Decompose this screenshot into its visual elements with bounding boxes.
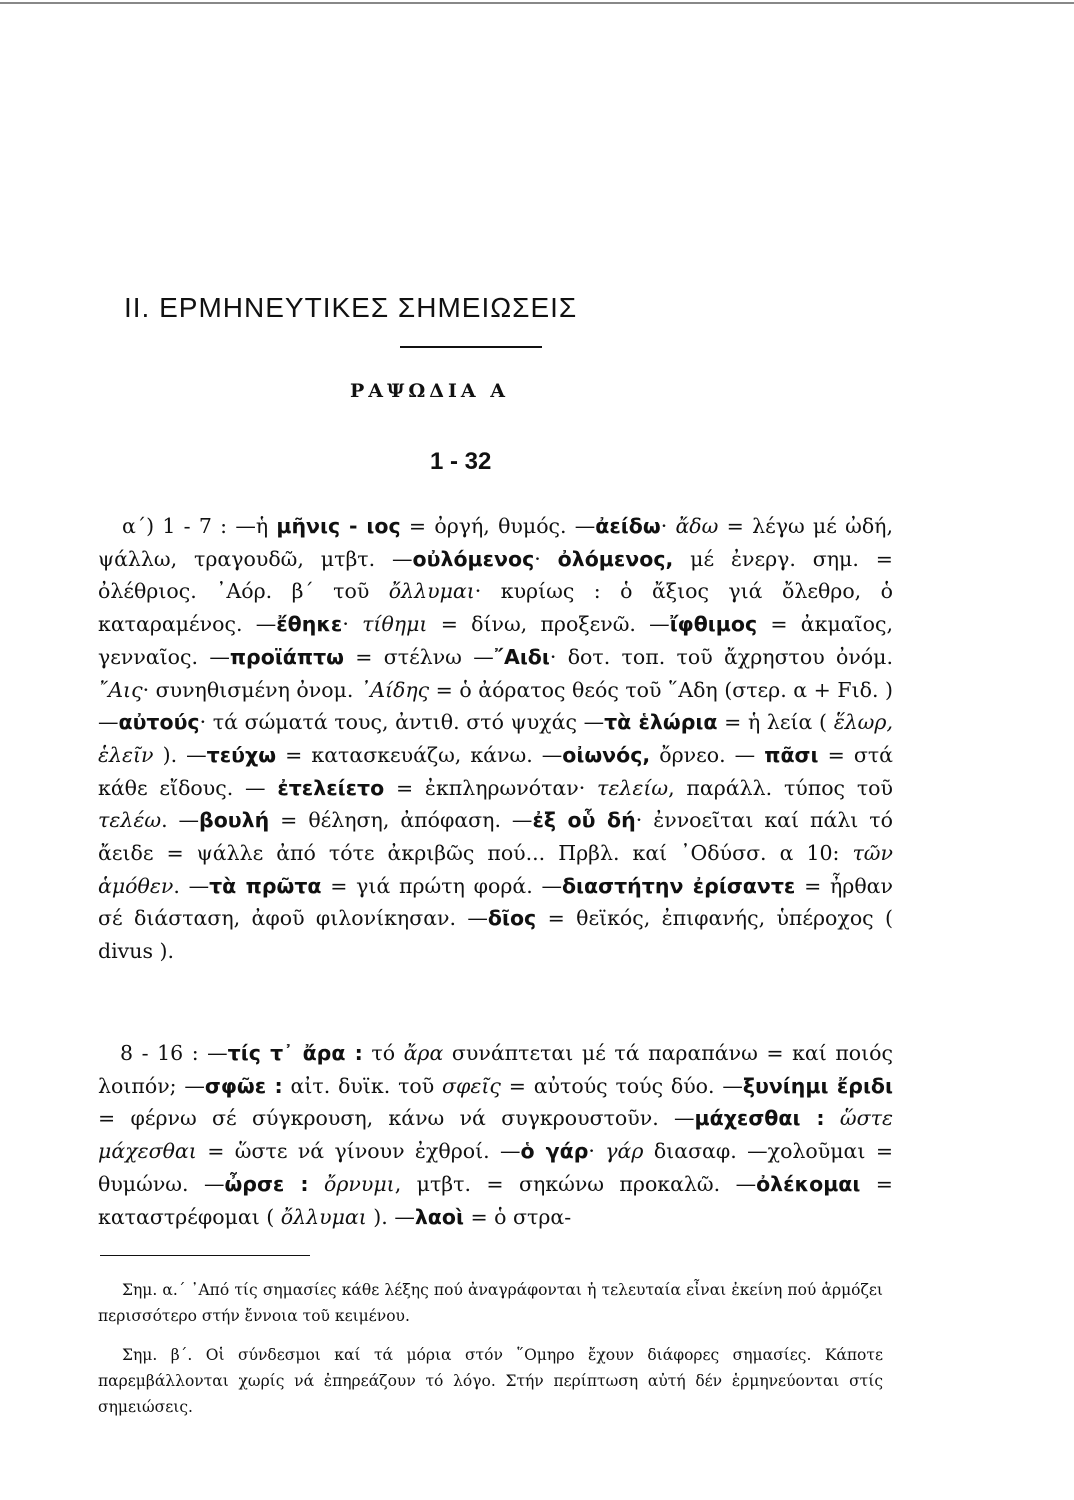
gloss-text: α΄) 1 - 7 : —ἡ [122,514,277,538]
cited-form: τελείω [597,775,669,800]
cited-form: τίθημι [362,612,428,637]
gloss-text: = γιά πρώτη φορά. — [321,873,562,898]
commentary-paragraph-1-7 [98,510,893,968]
gloss-text: = στέλνω — [344,644,494,669]
gloss-text: = δίνω, προξενῶ. — [427,612,670,637]
verse-range-heading: 1 - 32 [430,448,492,475]
gloss-text: · τά σώματά τους, ἀντιθ. στό ψυχάς — [199,710,605,735]
gloss-text: αἰτ. δυϊκ. τοῦ [282,1073,443,1098]
gloss-text: ). — [366,1204,415,1229]
cited-form: ὥστε μάχεσθαι [98,1106,893,1164]
headword: ῎Αιδι [493,644,550,669]
gloss-text [825,1106,840,1130]
gloss-text: μέ ἐνεργ. σημ. = ὀλέθριος. ᾿Αόρ. β΄ τοῦ [98,546,893,604]
gloss-text [309,1172,324,1196]
gloss-text: = θέληση, ἀπόφαση. — [269,808,533,833]
gloss-text: · δοτ. τοπ. τοῦ ἄχρηστου ὀνόμ. [549,644,893,669]
gloss-text: ). — [153,742,207,767]
headword: οἰωνός, [562,742,651,767]
headword: σφῶε : [204,1073,283,1098]
gloss-text: διασαφ. —χολοῦμαι = θυμώνω. — [98,1139,893,1196]
headword: μῆνις - ιος [276,514,401,538]
cited-form: γάρ [605,1139,644,1164]
gloss-text: = ἐκπληρωνόταν· [384,775,598,800]
gloss-text: = ὁ στρα- [463,1204,572,1229]
headword: μάχεσθαι : [694,1106,825,1131]
gloss-text: · συνηθισμένη ὀνομ. [142,677,360,702]
cited-form: ἄδω [675,514,719,538]
gloss-text: τό [362,1041,404,1065]
headword: ὀλέκομαι [756,1171,861,1196]
gloss-text: = ὥστε νά γίνουν ἐχθροί. — [196,1139,521,1164]
footnote-beta: Σημ. β΄. Οἱ σύνδεσμοι καί τά μόρια στόν ῞Ομηρο ἔχουν διάφορες σημασίες. Κάποτε παρεμβάλλονται χωρίς νά ἐπηρεάζουν τό λόγο. Στήν περίπτωση αὐτή δέν ἑρμηνεύονται στίς σημειώσεις. [98,1346,883,1416]
headword: αὐτούς [118,710,200,735]
gloss-text: = φέρνω σέ σύγκρουση, κάνω νά συγκρουστοῦν. — [98,1106,695,1131]
headword: ἐξ οὗ δή [532,808,636,833]
gloss-text: · [588,1139,606,1164]
headword: ὦρσε : [224,1171,309,1196]
headword: οὐλόμενος [412,546,535,571]
headword: ἴφθιμος [669,612,758,637]
cited-form: ἄρα [403,1041,444,1065]
gloss-text: = ἦρθαν σέ διάσταση, ἀφοῦ φιλονίκησαν. — [98,873,893,931]
commentary-paragraph-8-16 [98,1037,893,1233]
footnote-alpha: Σημ. α.΄ ᾿Από τίς σημασίες κάθε λέξης πού ἀναγράφονται ἡ τελευταία εἶναι ἐκείνη πού ἁρμόζει περισσότερο στήν ἔννοια τοῦ κειμένου. [98,1281,883,1325]
title-divider [400,346,542,348]
cited-form: τελέω [98,808,162,833]
gloss-text: · [534,546,558,571]
cited-form: τῶν ἁμόθεν [98,841,893,898]
cited-form: ἕλωρ, ἑλεῖν [98,710,893,767]
headword: πᾶσι [764,742,819,767]
gloss-text: · κυρίως : ὁ ἄξιος γιά ὄλεθρο, ὁ καταραμένος. — [98,579,893,637]
chapter-title: II. ΕΡΜΗΝΕΥΤΙΚΕΣ ΣΗΜΕΙΩΣΕΙΣ [124,292,578,323]
gloss-text: = κατασκευάζω, κάνω. — [276,742,563,767]
headword: λαοὶ [414,1204,464,1229]
cited-form: σφεῖς [442,1073,501,1098]
gloss-text: = ὁ ἀόρατος θεός τοῦ ῞Αδη (στερ. α + Fιδ. ) — [98,677,894,735]
cited-form: ῎Αις [98,677,143,702]
gloss-text: · ἐννοεῖται καί πάλι τό ἄειδε = ψάλλε ἀπό τότε ἀκριβῶς πού... Πρβλ. καί ᾿Οδύσσ. α 10: [98,808,893,866]
headword: ἐτελείετο [277,775,385,800]
gloss-text: · [660,514,676,538]
rhapsody-heading: ΡΑΨΩΔΙΑ Α [350,380,510,402]
headword: τίς τ᾿ ἄρα : [227,1041,363,1065]
gloss-text: ὄρνεο. — [650,742,765,767]
gloss-text: = λέγω μέ ὠδή, ψάλλω, τραγουδῶ, μτβτ. — [98,514,893,571]
gloss-text: συνάπτεται μέ τά παραπάνω = καί ποιός λοιπόν; — [98,1041,894,1098]
gloss-text: , παράλλ. τύπος τοῦ [668,775,893,800]
page-top-edge [0,2,1074,4]
gloss-text: 8 - 16 : — [120,1041,228,1065]
gloss-text: . — [161,808,200,833]
cited-form: ὄλλυμαι [280,1204,367,1229]
gloss-text: = στά κάθε εἴδους. — [98,742,894,800]
gloss-text: = αὐτούς τούς δύο. — [500,1073,743,1098]
gloss-text: , μτβτ. = σηκώνω προκαλῶ. — [394,1171,757,1196]
headword: ἀείδω [595,514,661,538]
gloss-text: · [342,612,363,637]
headword: ξυνίημι ἔριδι [742,1073,894,1098]
gloss-text: = καταστρέφομαι ( [98,1171,893,1229]
headword: τεύχω [206,742,277,767]
headword: δῖος [487,906,537,931]
cited-form: ᾿Αίδης [359,677,430,702]
headword: προϊάπτω [229,644,344,669]
gloss-text: = ἡ λεία ( [717,710,834,735]
headword: ὁ γάρ [520,1139,589,1164]
cited-form: ὄλλυμαι [388,579,475,604]
gloss-text: = θεϊκός, ἐπιφανής, ὑπέροχος ( divus ). [98,906,894,964]
cited-form: ὄρνυμι [324,1171,395,1196]
headword: τὰ ἑλώρια [604,710,718,735]
headword: βουλή [199,808,270,833]
footnote-divider [100,1255,310,1256]
gloss-text: = ὀργή, θυμός. — [400,514,596,538]
headword: τὰ πρῶτα [209,873,322,898]
headword: ὀλόμενος, [557,546,674,571]
headword: διαστήτην ἐρίσαντε [561,873,796,898]
gloss-text: = ἀκμαῖος, γενναῖος. — [98,612,893,669]
headword: ἔθηκε [276,612,343,637]
gloss-text: . — [173,873,210,898]
